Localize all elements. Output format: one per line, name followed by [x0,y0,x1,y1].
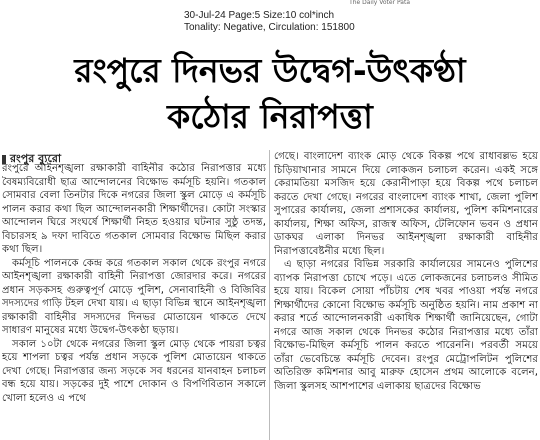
article-column-left [2,162,266,440]
masthead-label: The Daily Voter Pata [349,0,410,6]
clipping-metadata [184,10,414,34]
masthead-strip [0,0,540,8]
byline-text: রংপুর ব্যুরো [10,152,62,165]
article-column-right [274,150,538,440]
column-divider [269,150,270,440]
article-paragraph: রংপুরে আইনশৃঙ্খলা রক্ষাকারী বাহিনীর কঠোর নিরাপত্তার মধ্যে বৈষম্যবিরোধী ছাত্র আন্দোলনের বিক্ষোভ কর্মসূচি হয়নি। গতকাল সোমবার বেলা তিনটার দিকে নগরের জিলা স্কুল মোড়ে এ কর্মসূচি পালন করার কথা ছিল আন্দোলনকারী শিক্ষার্থীদের। কোটা সংস্কার আন্দোলন ঘিরে সংঘর্ষে শিক্ষার্থী নিহত হওয়ার ঘটনার সুষ্ঠু তদন্ত, বিচারসহ ৯ দফা দাবিতে গতকাল সোমবার বিক্ষোভ মিছিল করার কথা ছিল। [2,163,266,255]
headline [0,48,540,140]
clipping-tonality-circulation: Tonality: Negative, Circulation: 151800 [184,22,355,33]
article-paragraph: গেছে। বাংলাদেশ ব্যাংক মোড় থেকে বিকল্প পথে রাধাবল্লভ হয়ে চিড়িয়াখানার সামনে দিয়ে লোকজন চলাচল করেন। একই সঙ্গে কেরামতিয়া মসজিদ হয়ে কেরানীপাড়া হয়ে বিকল্প পথে চলাচল করতে দেখা গেছে। নগরের বাংলাদেশ ব্যাংক শাখা, জেলা পুলিশ সুপারের কার্যালয়, জেলা প্রশাসকের কার্যালয়, পুলিশ কমিশনারের কার্যালয়, শিক্ষা অফিস, রাজস্ব অফিস, টেলিফোন ভবন ও প্রধান ডাকঘর এলাকা দিনভর আইনশৃঙ্খলা রক্ষাকারী বাহিনীর নিরাপত্তাবেষ্টনীর মধ্যে ছিল। [274,151,538,257]
article-paragraph: সকাল ১০টা থেকে নগরের জিলা স্কুল মোড় থেকে পায়রা চত্বর হয়ে শাপলা চত্বর পর্যন্ত প্রধান সড়কে পুলিশ মোতায়েন থাকতে দেখা গেছে। নিরাপত্তার জন্য সড়কে সব ধরনের যানবাহন চলাচল বন্ধ হয়ে যায়। সড়কের দুই পাশে দোকান ও বিপণিবিতান সকালে খোলা হলেও এ পথে [2,338,266,404]
headline-line-1: রংপুরে দিনভর উদ্বেগ-উৎকণ্ঠা [74,51,466,90]
headline-line-2: কঠোর নিরাপত্তা [167,97,373,136]
clipping-date-size: 30-Jul-24 Page:5 Size:10 col*inch [184,10,335,21]
article-paragraph: এ ছাড়া নগরের বিভিন্ন সরকারি কার্যালয়ের সামনেও পুলিশের ব্যাপক নিরাপত্তা চোখে পড়ে। এতে লোকজনের চলাচলও সীমিত হয়ে যায়। বিকেল সোয়া পাঁচটায় শেষ খবর পাওয়া পর্যন্ত নগরে শিক্ষার্থীদের কোনো বিক্ষোভ কর্মসূচি অনুষ্ঠিত হয়নি। নাম প্রকাশ না করার শর্তে আন্দোলনকারী একাধিক শিক্ষার্থী জানিয়েছেন, গোটা নগরে আজ সকাল থেকে দিনভর কঠোর নিরাপত্তার মধ্যে তাঁরা বিক্ষোভ-মিছিল কর্মসূচি পালন করতে পারেননি। পরবর্তী সময়ে তাঁরা ভেবেচিন্তে কর্মসূচি দেবেন। রংপুর মেট্রোপলিটন পুলিশের অতিরিক্ত কমিশনার আবু মারুফ হোসেন প্রথম আলোকে বলেন, জিলা স্কুলসহ আশপাশের এলাকায় ছাত্রদের বিক্ষোভ [274,259,538,392]
article-paragraph: কর্মসূচি পালনকে কেন্দ্র করে গতকাল সকাল থেকে রংপুর নগরে আইনশৃঙ্খলা রক্ষাকারী বাহিনী নিরাপত্তা জোরদার করে। নগরের প্রধান সড়কসহ গুরুত্বপূর্ণ মোড়ে পুলিশ, সেনাবাহিনী ও বিজিবির সদস্যদের গাড়ি টহল দেখা যায়। এ ছাড়া বিভিন্ন স্থানে আইনশৃঙ্খলা রক্ষাকারী বাহিনীর সদস্যদের দিনভর মোতায়েন থাকতে দেখে সাধারণ মানুষের মধ্যে উদ্বেগ-উৎকণ্ঠা ছড়ায়। [2,257,266,336]
